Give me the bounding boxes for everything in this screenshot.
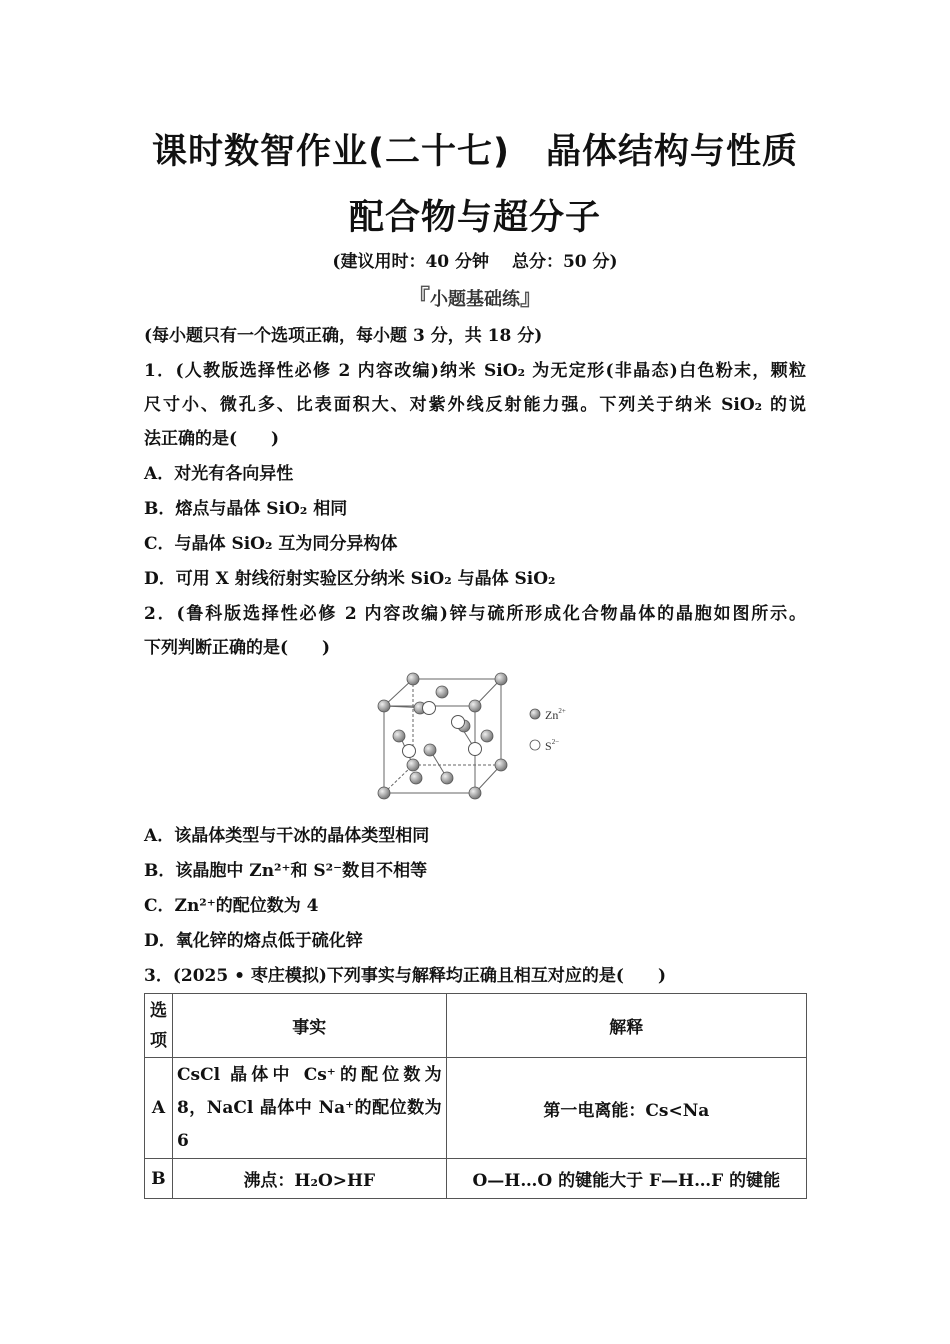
legend-zn-label xyxy=(545,707,566,722)
zns-unit-cell-diagram xyxy=(372,668,582,808)
q1-option-a: A．对光有各向异性 xyxy=(144,464,294,484)
q3-table xyxy=(144,993,807,1199)
q2-option-a: A．该晶体类型与干冰的晶体类型相同 xyxy=(144,826,430,846)
row-a-fact xyxy=(172,1058,446,1159)
q2-option-b: B．该晶胞中 Zn²⁺和 S²⁻数目不相等 xyxy=(144,861,428,881)
bracket-right: 』 xyxy=(520,285,543,311)
q2-line-2: 下列判断正确的是( ) xyxy=(144,638,331,658)
section-label xyxy=(0,281,950,312)
header-option-text: 选项 xyxy=(149,1000,167,1051)
row-a-fact-line-2: 8，NaCl 晶体中 Na⁺的配位数为 xyxy=(176,1097,442,1118)
q2-option-c: C．Zn²⁺的配位数为 4 xyxy=(144,896,319,916)
bracket-left: 『 xyxy=(407,285,430,311)
legend-zn-charge: 2+ xyxy=(558,707,566,715)
table-row xyxy=(145,1159,807,1199)
row-a-fact-line-3: 6 xyxy=(176,1130,189,1151)
header-fact: 事实 xyxy=(172,994,446,1058)
legend-zn-ball xyxy=(530,709,540,719)
intro-text: (每小题只有一个选项正确，每小题 3 分，共 18 分) xyxy=(144,326,543,346)
title-line-1: 课时数智作业(二十七) 晶体结构与性质 xyxy=(152,132,798,172)
q1-line-3: 法正确的是( ) xyxy=(144,429,280,449)
row-b-fact: 沸点：H₂O>HF xyxy=(172,1159,446,1199)
q1-option-c: C．与晶体 SiO₂ 互为同分异构体 xyxy=(144,534,398,554)
q1-option-d: D．可用 X 射线衍射实验区分纳米 SiO₂ 与晶体 SiO₂ xyxy=(144,569,556,589)
row-b-explanation: O—H…O 的键能大于 F—H…F 的键能 xyxy=(446,1159,806,1199)
q1-line-1: 1．(人教版选择性必修 2 内容改编)纳米 SiO₂ 为无定形(非晶态)白色粉末，颗粒 xyxy=(144,361,806,381)
q2-line-1: 2．(鲁科版选择性必修 2 内容改编)锌与硫所形成化合物晶体的晶胞如图所示。 xyxy=(144,604,806,624)
legend-s-symbol: S xyxy=(545,739,552,753)
q2-option-d: D．氧化锌的熔点低于硫化锌 xyxy=(144,931,363,951)
q1-line-2: 尺寸小、微孔多、比表面积大、对紫外线反射能力强。下列关于纳米 SiO₂ 的说 xyxy=(144,395,806,415)
legend-s-charge: 2− xyxy=(551,738,560,746)
row-a-fact-line-1: CsCl 晶体中 Cs⁺的配位数为 xyxy=(176,1064,442,1085)
legend-zn-symbol: Zn xyxy=(545,708,559,722)
title-line-2: 配合物与超分子 xyxy=(348,198,601,238)
row-a-option: A xyxy=(145,1058,173,1159)
q1-option-b: B．熔点与晶体 SiO₂ 相同 xyxy=(144,499,348,519)
legend-s-ball xyxy=(530,740,540,750)
section-label-text: 小题基础练 xyxy=(430,289,520,310)
table-header-row xyxy=(145,994,807,1058)
row-b-option: B xyxy=(145,1159,173,1199)
subtitle: (建议用时：40 分钟 总分：50 分) xyxy=(332,252,618,272)
header-option xyxy=(145,994,173,1058)
header-explanation: 解释 xyxy=(446,994,806,1058)
q3-line-1: 3．(2025 • 枣庄模拟)下列事实与解释均正确且相互对应的是( ) xyxy=(144,966,667,986)
legend-s-label xyxy=(545,738,559,753)
table-row xyxy=(145,1058,807,1159)
row-a-explanation: 第一电离能：Cs<Na xyxy=(446,1058,806,1159)
